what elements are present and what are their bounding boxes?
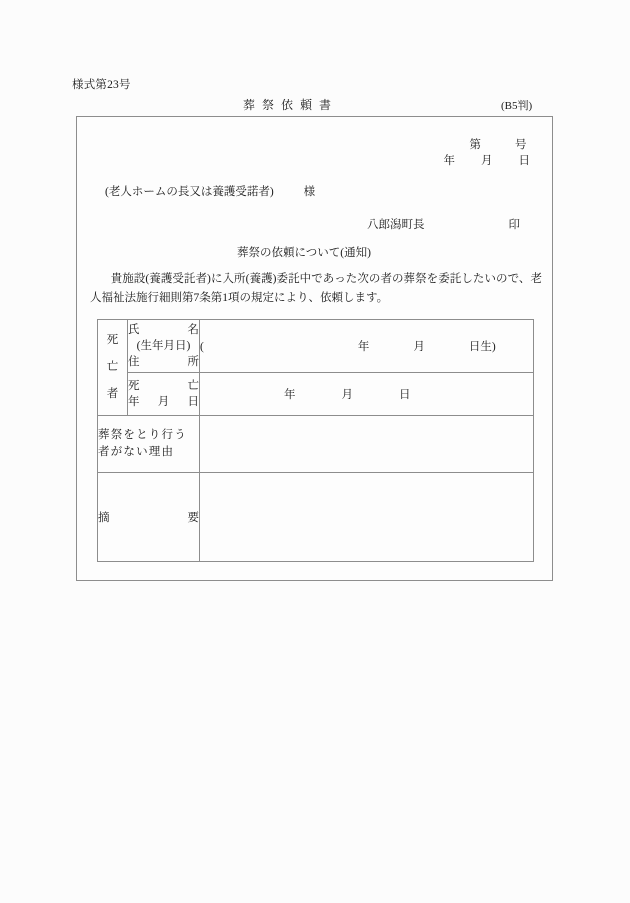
table-row-reason [98,416,534,473]
death-date-value-cell[interactable] [200,373,534,416]
death-label-left: 死 [128,380,140,392]
death-value-year: 年 [284,389,296,401]
form-number-label: 様式第23号 [72,79,131,91]
addressee-text: (老人ホームの長又は養護受諾者) [105,186,274,198]
deceased-information-table [97,319,534,562]
summary-label-left: 摘 [98,512,110,524]
name-label-left: 氏 [128,324,140,336]
number-label: 第 [469,139,481,151]
birth-open-paren: ( [200,341,204,353]
name-birth-address-value-cell[interactable] [200,320,534,373]
death-date-label-cell [128,373,200,416]
addressee-honorific: 様 [303,186,316,198]
address-label-left: 住 [128,356,140,368]
deceased-vertical-label [98,320,128,416]
issuer-line [367,216,520,232]
name-birth-address-label [128,320,200,373]
document-body-paragraph: 貴施設(養護受託者)に入所(養護)委託中であった次の者の葬祭を委託したいので、老人福祉法施行細則第7条第1項の規定により、依頼します。 [90,273,542,304]
deceased-label-char-1: 死 [106,334,119,346]
document-title: 葬祭依頼書 [243,98,339,112]
summary-value-cell[interactable] [200,473,534,562]
death-label-line [128,378,199,394]
table-row-death-date [98,373,534,416]
document-frame [76,116,553,581]
number-unit: 号 [515,139,527,151]
paper-size-label: (B5判) [501,100,533,112]
date-month-label: 月 [481,155,493,167]
document-date-row [444,153,531,169]
document-subject: 葬祭の依頼について(通知) [237,247,371,259]
date-day-label: 日 [518,155,530,167]
summary-label-right: 要 [187,512,199,524]
death-label-month: 月 [157,396,170,408]
reason-label-cell [98,416,200,473]
seal-mark: 印 [508,219,520,231]
document-number-row [444,137,531,153]
birth-month-label: 月 [413,341,425,353]
reason-label-line-1: 葬祭をとり行う [98,429,187,441]
deceased-label-char-2: 亡 [106,361,119,373]
death-date-unit-line [128,394,199,410]
deceased-label-char-3: 者 [106,388,119,400]
name-label-line [128,322,199,338]
addressee-line [105,183,315,199]
summary-label-line [98,509,199,525]
birth-year-label: 年 [357,341,370,353]
summary-label-cell [98,473,200,562]
address-label-line [128,354,199,370]
death-value-day: 日 [399,389,411,401]
death-label-day: 日 [187,396,199,408]
date-year-label: 年 [443,155,455,167]
table-row-summary [98,473,534,562]
reason-label-line-2: 者がない理由 [98,446,175,458]
issuer-name: 八郎潟町長 [367,219,425,231]
birth-day-label: 日生) [468,341,496,353]
death-label-year: 年 [128,396,140,408]
death-value-month: 月 [341,389,353,401]
table-row-name [98,320,534,373]
name-label-right: 名 [187,324,199,336]
death-label-right: 亡 [187,380,199,392]
reason-value-cell[interactable] [200,416,534,473]
address-label-right: 所 [187,356,199,368]
birthdate-label: (生年月日) [136,340,191,352]
document-meta-block [444,137,531,169]
